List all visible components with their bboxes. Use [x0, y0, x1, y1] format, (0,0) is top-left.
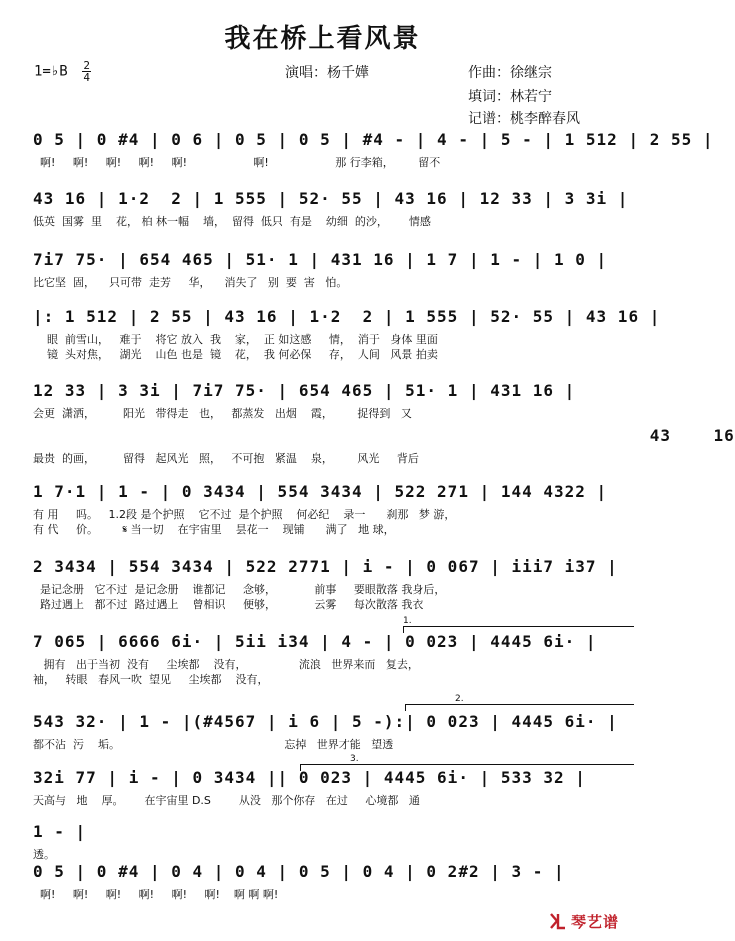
lyric-line: 有 代 价。 𝄋 当一切 在宇宙里 昙花一 现铺 满了 地 球， [33, 523, 395, 536]
key-signature [34, 60, 91, 83]
time-bottom: 4 [83, 71, 90, 84]
lyric-line: 是记念册 它不过 是记念册 谁都记 念够， 前事 要眼散落 我身后， [33, 583, 446, 596]
notation-row: 7i7 75· | 654 465 | 51· 1 | 431 16 | 1 7 | 1 - | 1 0 | [33, 250, 608, 269]
logo-icon [548, 911, 568, 931]
notation-row: 12 33 | 3 3i | 7i7 75· | 654 465 | 51· 1 | 431 16 | [33, 381, 576, 400]
lyric-line: 会更 潇洒， 阳光 带得走 也， 都蒸发 出烟 霞， 捉得到 又 [33, 407, 412, 420]
lyric-line: 有 用 吗。 1.2段 是个护照 它不过 是个护照 何必纪 录一 刹那 梦 游， [33, 508, 456, 521]
time-top: 2 [83, 59, 90, 72]
notation-row: 543 32· | 1 - |(#4567 | i 6 | 5 -):| 0 023 | 4445 6i· | [33, 712, 618, 731]
notation-row: 43 16 [33, 426, 735, 445]
lyric-line: 袖， 转眼 春风一吹 望见 尘埃都 没有， [33, 673, 269, 686]
transcriber-credit: 记谱：桃李醉春风 [468, 111, 580, 127]
notation-row: |: 1 512 | 2 55 | 43 16 | 1·2 2 | 1 555 | 52· 55 | 43 16 | [33, 307, 661, 326]
logo-text: 琴艺谱 [571, 912, 620, 931]
ending-bracket [300, 764, 634, 771]
lyric-line: 眼 前雪山， 难于 将它 放入 我 家， 正 如这感 情， 消于 身体 里面 [33, 333, 438, 346]
song-title: 我在桥上看风景 [224, 24, 421, 54]
notation-row: 0 5 | 0 #4 | 0 6 | 0 5 | 0 5 | #4 - | 4 - | 5 - | 1 512 | 2 55 | [33, 130, 714, 149]
site-logo [548, 908, 640, 934]
notation-row: 32i 77 | i - | 0 3434 || 0 023 | 4445 6i· | 533 32 | [33, 768, 586, 787]
ending-marker: 2. [455, 694, 464, 704]
lyric-line: 比它坚 固， 只可带 走芳 华， 消失了 别 要 害 怕。 [33, 276, 348, 289]
key-label: 1=♭B [34, 63, 68, 80]
lyric-line: 啊! 啊! 啊! 啊! 啊! 啊! 啊 啊 啊! [33, 888, 279, 901]
lyricist-credit: 填词：林若宁 [468, 89, 552, 105]
ending-bracket [403, 626, 634, 633]
notation-row: 43 16 | 1·2 2 | 1 555 | 52· 55 | 43 16 | 12 33 | 3 3i | [33, 189, 629, 208]
notation-row: 7 065 | 6666 6i· | 5ii i34 | 4 - | 0 023 | 4445 6i· | [33, 632, 597, 651]
lyric-line: 都不沾 污 垢。 忘掉 世界才能 望透 [33, 738, 394, 751]
notation-row: 2 3434 | 554 3434 | 522 2771 | i - | 0 067 | iii7 i37 | [33, 557, 618, 576]
notation-row: 1 - | [33, 822, 87, 841]
lyric-line: 啊! 啊! 啊! 啊! 啊! 啊! 那 行李箱， 留不 [33, 156, 441, 169]
notation-row: 0 5 | 0 #4 | 0 4 | 0 4 | 0 5 | 0 4 | 0 2#2 | 3 - | [33, 862, 565, 881]
lyric-line: 透。 [33, 848, 55, 861]
lyric-line: 最贵 的画， 留得 起风光 照， 不可抱 紧温 泉， 风光 背后 [33, 452, 419, 465]
ending-bracket [405, 704, 634, 711]
ending-marker: 1. [403, 616, 412, 626]
lyric-line: 镜 头对焦， 湖光 山色 也是 镜 花， 我 何必保 存， 人间 风景 拍卖 [33, 348, 438, 361]
singer-credit: 演唱：杨千嬅 [285, 65, 369, 81]
lyric-line: 天高与 地 厚。 在宇宙里 D.S 从没 那个你存 在过 心境都 通 [33, 794, 420, 807]
time-signature [82, 60, 91, 83]
lyric-line: 低英 国雾 里 花， 柏 林一幅 墙， 留得 低只 有是 幼细 的沙， 情感 [33, 215, 431, 228]
composer-credit: 作曲：徐继宗 [468, 65, 552, 81]
ending-marker: 3. [350, 754, 359, 764]
notation-row: 1 7·1 | 1 - | 0 3434 | 554 3434 | 522 271 | 144 4322 | [33, 482, 608, 501]
lyric-line: 拥有 出于当初 没有 尘埃都 没有， 流浪 世界来而 复去， [33, 658, 419, 671]
lyric-line: 路过遇上 都不过 路过遇上 曾相识 便够， 云雾 每次散落 我衣 [33, 598, 424, 611]
